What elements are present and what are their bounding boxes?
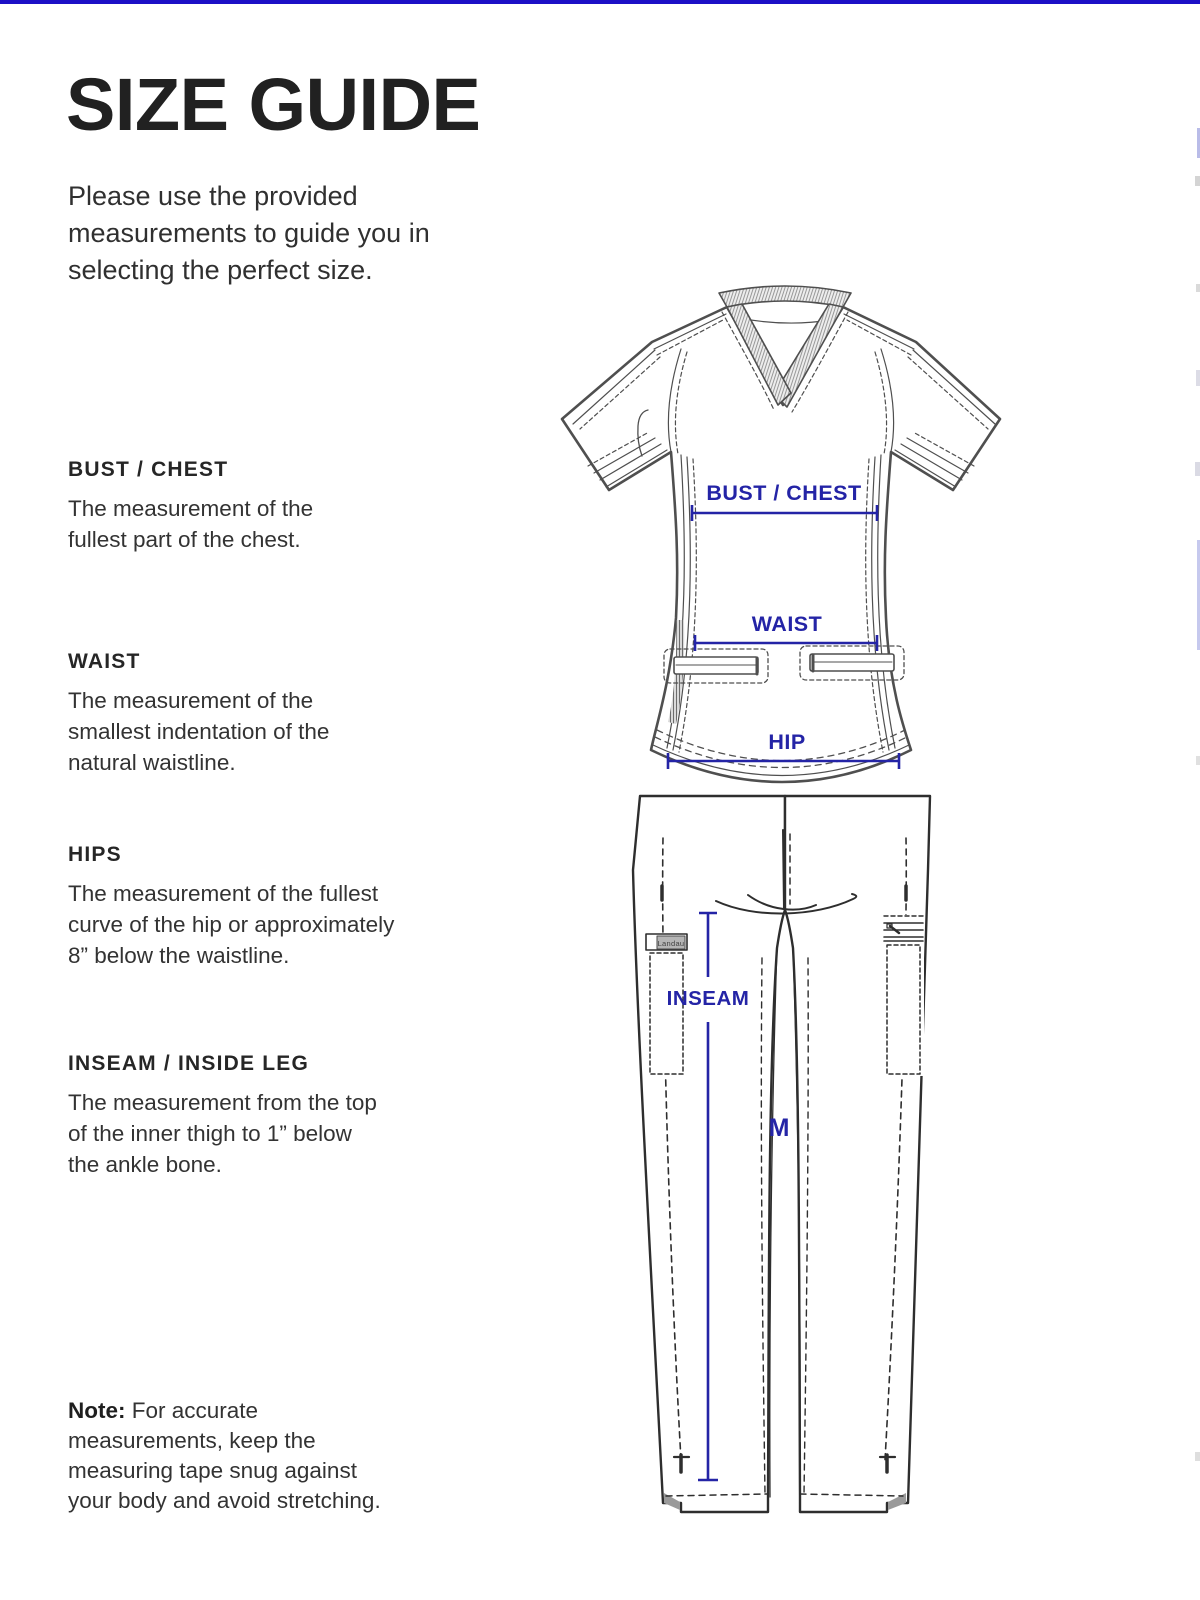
definition-term: BUST / CHEST (68, 458, 229, 481)
edge-fragment (1196, 284, 1200, 292)
waist-annotation: WAIST (751, 612, 823, 636)
scrubs-measurement-diagram (530, 280, 1010, 1530)
edge-fragment (1195, 1452, 1200, 1461)
definition-hips (68, 843, 488, 971)
definition-inseam (68, 1052, 488, 1180)
definition-description: The measurement of the fullest part of the chest. (68, 496, 314, 552)
definition-description: The measurement of the smallest indentation of the natural waistline. (68, 688, 330, 775)
hip-annotation: HIP (768, 730, 806, 754)
definition-term: INSEAM / INSIDE LEG (68, 1052, 309, 1075)
definition-bust-chest (68, 458, 488, 555)
definition-description: The measurement from the top of the inner thigh to 1” below the ankle bone. (68, 1090, 377, 1177)
definition-description: The measurement of the fullest curve of the hip or approximately 8” below the waistline. (68, 881, 395, 968)
edge-fragment (1196, 756, 1200, 765)
measurement-note: Note: For accurate measurements, keep the measuring tape snug against your body and avoid stretching. (68, 1398, 381, 1513)
size-label: M (768, 1114, 790, 1142)
intro-line: selecting the perfect size. (68, 255, 373, 285)
definition-waist (68, 650, 488, 778)
edge-fragment (1195, 176, 1200, 186)
note-label: Note: (68, 1398, 126, 1423)
intro-text (68, 178, 430, 289)
definition-term: HIPS (68, 843, 122, 866)
bust-chest-annotation: BUST / CHEST (706, 481, 862, 505)
intro-line: Please use the provided (68, 181, 358, 211)
edge-fragment (1196, 370, 1200, 386)
page-title: SIZE GUIDE (66, 63, 481, 146)
scrub-top-sketch (562, 286, 1000, 782)
brand-tag-text: Landau (657, 939, 685, 948)
pants-sketch (633, 796, 930, 1512)
definition-term: WAIST (68, 650, 141, 673)
edge-fragment (1195, 462, 1200, 476)
inseam-annotation: INSEAM (666, 987, 750, 1010)
right-cargo-pocket (883, 915, 924, 1076)
top-accent-bar (0, 0, 1200, 4)
intro-line: measurements to guide you in (68, 218, 430, 248)
